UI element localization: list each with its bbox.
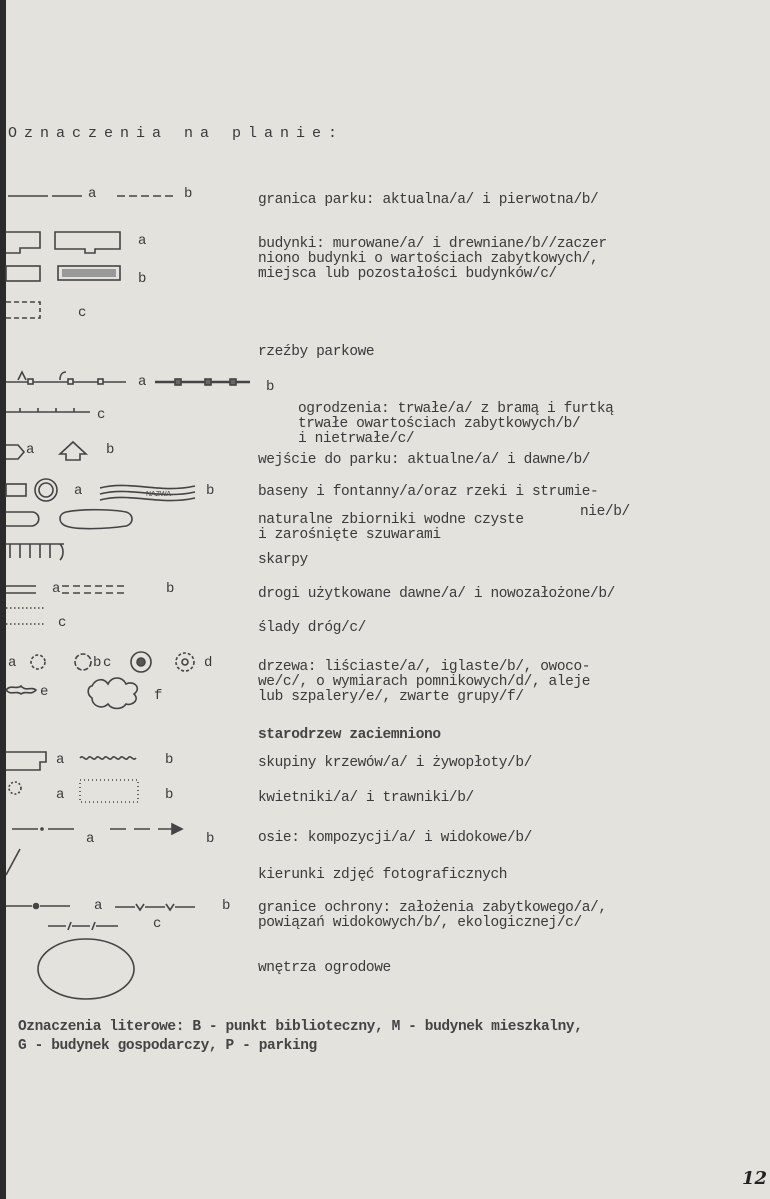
- legend-roads: drogi użytkowane dawne/a/ i nowozałożone/b/: [258, 586, 615, 602]
- symbol-label: a: [94, 898, 103, 914]
- symbol-label: c: [103, 655, 112, 671]
- symbol-label: a: [8, 655, 17, 671]
- legend-axes: osie: kompozycji/a/ i widokowe/b/: [258, 830, 532, 846]
- symbol-label: b: [106, 442, 115, 458]
- legend-trees: drzewa: liściaste/a/, iglaste/b/, owoco- we/c/, o wymiarach pomnikowych/d/, aleje lub szpalery/e/, zwarte grupy/f/: [258, 659, 591, 705]
- legend-fences: ogrodzenia: trwałe/a/ z bramą i furtką trwałe owartościach zabytkowych/b/ i nietrwałe/c/: [298, 401, 614, 447]
- symbol-label: a: [138, 233, 147, 249]
- symbol-label: a: [86, 831, 95, 847]
- symbol-label: b: [165, 787, 174, 803]
- legend-water: baseny i fontanny/a/oraz rzeki i strumie-: [258, 484, 599, 500]
- symbol-label: b: [266, 379, 275, 395]
- symbol-label: a: [74, 483, 83, 499]
- legend-shrubs: skupiny krzewów/a/ i żywopłoty/b/: [258, 755, 532, 771]
- fence-icon: [6, 372, 250, 412]
- legend-protection: granice ochrony: założenia zabytkowego/a/, powiązań widokowych/b/, ekologicznej/c/: [258, 900, 607, 931]
- symbol-label: a: [56, 787, 65, 803]
- legend-water-cont: nie/b/: [580, 504, 630, 520]
- symbol-label: c: [97, 407, 106, 423]
- legend-park-boundary: granica parku: aktualna/a/ i pierwotna/b/: [258, 192, 599, 208]
- symbol-label: b: [206, 483, 215, 499]
- photo-direction-icon: [6, 849, 20, 875]
- flowerbed-icon: [9, 780, 138, 802]
- shrub-icon: [6, 752, 136, 770]
- entrance-icon: [6, 442, 86, 460]
- symbol-label: c: [58, 615, 67, 631]
- letter-codes-note: Oznaczenia literowe: B - punkt biblioteczny, M - budynek mieszkalny, G - budynek gospodarczy, P - parking: [18, 1019, 583, 1054]
- legend-symbols: [0, 0, 250, 1000]
- building-icon: [6, 232, 120, 318]
- page-number: 12: [742, 1168, 768, 1189]
- legend-ponds: naturalne zbiorniki wodne czyste i zarośnięte szuwarami: [258, 512, 524, 543]
- symbol-label: b: [165, 752, 174, 768]
- legend-buildings: budynki: murowane/a/ i drewniane/b//zaczer niono budynki o wartościach zabytkowych/, miejsca lub pozostałości budynków/c/: [258, 236, 607, 282]
- legend-garden-interiors: wnętrza ogrodowe: [258, 960, 391, 976]
- symbol-label: e: [40, 684, 49, 700]
- river-name-label: NAZWA: [146, 491, 172, 498]
- symbol-label: b: [166, 581, 175, 597]
- symbol-label: b: [184, 186, 193, 202]
- symbol-label: b: [138, 271, 147, 287]
- symbol-label: d: [204, 655, 213, 671]
- garden-interior-icon: [38, 939, 134, 999]
- symbol-label: c: [78, 305, 87, 321]
- legend-entrance: wejście do parku: aktualne/a/ i dawne/b/: [258, 452, 591, 468]
- axis-icon: [12, 824, 182, 834]
- symbol-label: a: [26, 442, 35, 458]
- symbol-label: b: [222, 898, 231, 914]
- symbol-label: b: [206, 831, 215, 847]
- legend-sculptures: rzeźby parkowe: [258, 344, 375, 360]
- symbol-label: a: [138, 374, 147, 390]
- symbol-label: a: [52, 581, 61, 597]
- legend-photo-directions: kierunki zdjęć fotograficznych: [258, 867, 508, 883]
- symbol-label: c: [153, 916, 162, 932]
- water-icon: [6, 479, 195, 529]
- legend-flowerbeds: kwietniki/a/ i trawniki/b/: [258, 790, 474, 806]
- legend-road-traces: ślady dróg/c/: [258, 620, 366, 636]
- legend-old-trees: starodrzew zaciemniono: [258, 727, 441, 743]
- symbol-label: a: [56, 752, 65, 768]
- slope-icon: [6, 544, 64, 560]
- symbol-label: b: [93, 655, 102, 671]
- symbol-label: f: [154, 688, 163, 704]
- legend-slopes: skarpy: [258, 552, 308, 568]
- legend-title: Oznaczenia na planie:: [8, 125, 345, 142]
- symbol-label: a: [88, 186, 97, 202]
